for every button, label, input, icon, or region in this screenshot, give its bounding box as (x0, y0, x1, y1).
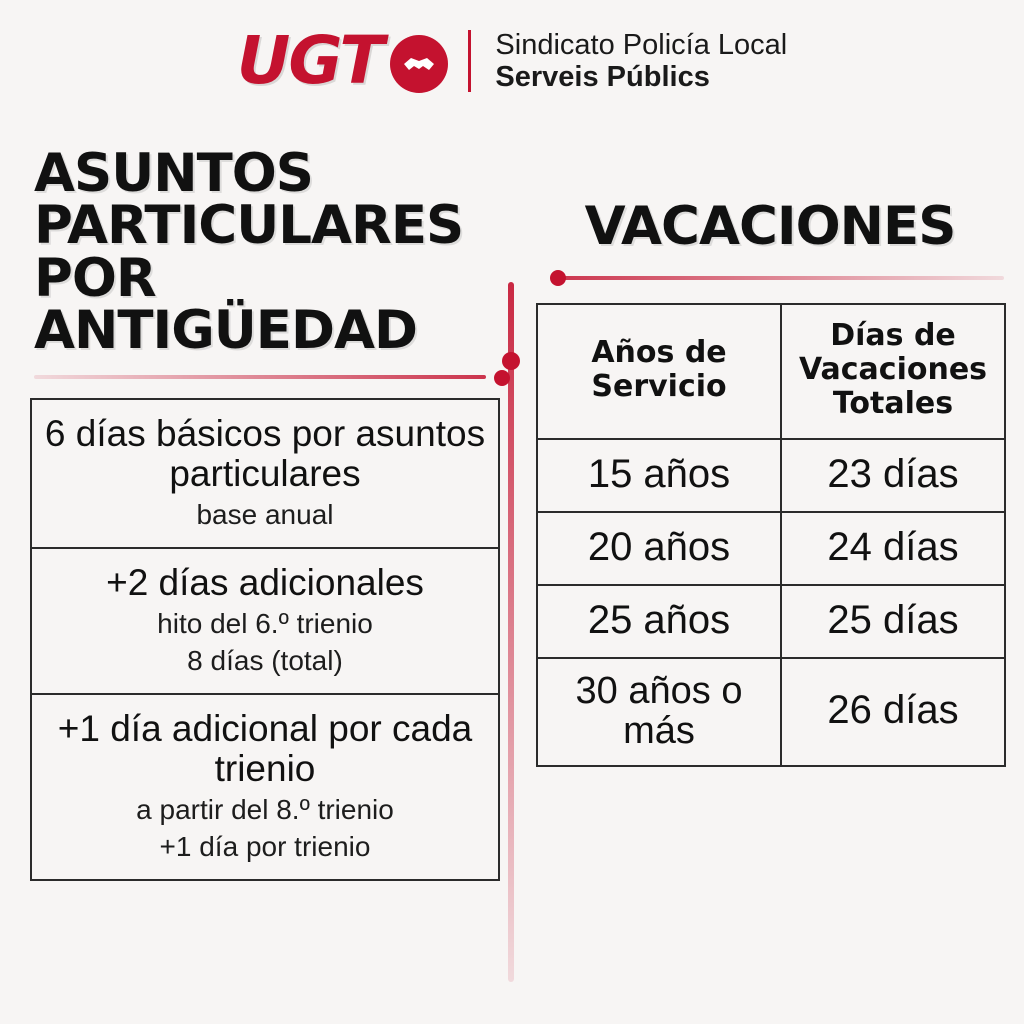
logo-divider (468, 30, 471, 92)
cell-dias: 26 días (781, 658, 1005, 767)
right-rule-bar (552, 276, 1004, 280)
column-header-dias-vacaciones: Días de Vacaciones Totales (781, 304, 1005, 439)
item-main-text: +1 día adicional por cada trienio (57, 707, 473, 789)
logo-text-block (495, 29, 787, 94)
item-sub-text-1: a partir del 8.º trienio (136, 793, 394, 825)
handshake-icon (390, 35, 448, 93)
table-row (537, 439, 1005, 512)
vacaciones-table (536, 303, 1006, 767)
ugt-wordmark: UGT (236, 22, 383, 99)
column-header-anos-servicio: Años de Servicio (537, 304, 781, 439)
table-row (537, 585, 1005, 658)
cell-anos: 30 años o más (537, 658, 781, 767)
item-sub-text-2: 8 días (total) (187, 644, 343, 676)
column-divider-dot (502, 352, 520, 370)
table-header-row (537, 304, 1005, 439)
column-divider (508, 282, 514, 982)
cell-dias: 23 días (781, 439, 1005, 512)
cell-anos: 25 años (537, 585, 781, 658)
item-sub-text-1: hito del 6.º trienio (157, 607, 373, 639)
left-column (30, 143, 500, 881)
left-title: ASUNTOS PARTICULARES POR ANTIGÜEDAD (34, 143, 464, 362)
list-item (32, 400, 498, 549)
list-item (32, 549, 498, 695)
table-row (537, 658, 1005, 767)
cell-anos: 15 años (537, 439, 781, 512)
cell-anos: 20 años (537, 512, 781, 585)
item-sub-text-2: +1 día por trienio (159, 830, 371, 862)
cell-dias: 25 días (781, 585, 1005, 658)
right-column (536, 196, 1004, 767)
cell-dias: 24 días (781, 512, 1005, 585)
list-item (32, 695, 498, 881)
right-title: VACACIONES (584, 196, 956, 257)
logo-subtitle-line2: Serveis Públics (495, 61, 710, 93)
right-rule (536, 273, 1004, 283)
logo-subtitle-line1: Sindicato Policía Local (495, 28, 788, 61)
header-logo-block (0, 22, 1024, 99)
right-rule-dot (550, 270, 566, 286)
left-rule-bar (34, 375, 486, 379)
table-row (537, 512, 1005, 585)
item-main-text: 6 días básicos por asuntos particulares (44, 412, 486, 494)
item-main-text: +2 días adicionales (106, 561, 424, 603)
item-sub-text-1: base anual (196, 498, 334, 530)
left-rule (34, 372, 504, 382)
asuntos-list (30, 398, 500, 881)
